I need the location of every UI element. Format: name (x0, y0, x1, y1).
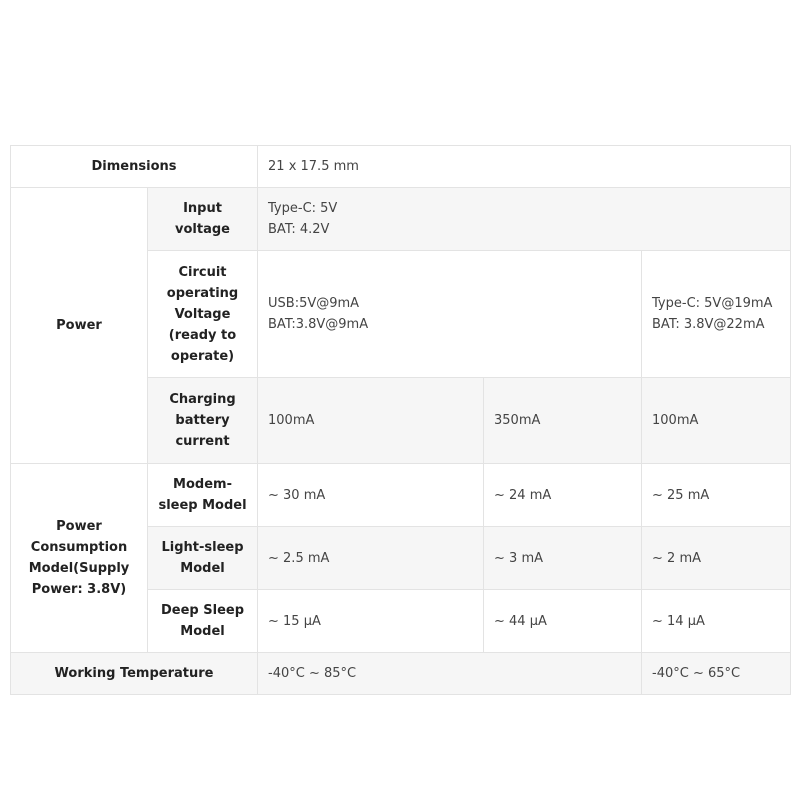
value-line: USB:5V@9mA (268, 296, 360, 311)
deep-sleep-col1: ~ 15 μA (258, 590, 484, 653)
circuit-operating-voltage-label (148, 251, 258, 378)
value-line: BAT: 3.8V@22mA (652, 317, 765, 332)
input-voltage-value (258, 188, 791, 251)
input-voltage-line: BAT: 4.2V (268, 222, 330, 237)
label-line: current (175, 434, 230, 449)
dimensions-label: Dimensions (11, 146, 258, 188)
dimensions-value: 21 x 17.5 mm (258, 146, 791, 188)
value-line: BAT:3.8V@9mA (268, 317, 369, 332)
spec-table (10, 145, 791, 695)
row-dimensions (11, 146, 791, 188)
input-voltage-label: Input voltage (148, 188, 258, 251)
power-consumption-label (11, 464, 148, 653)
modem-sleep-col2: ~ 24 mA (484, 464, 642, 527)
working-temperature-col1: -40°C ~ 85°C (258, 653, 642, 695)
value-line: Type-C: 5V@19mA (652, 296, 773, 311)
label-line: Modem- (173, 477, 232, 492)
deep-sleep-col2: ~ 44 μA (484, 590, 642, 653)
label-line: operating (166, 285, 239, 301)
charging-current-col3: 100mA (642, 378, 791, 464)
charging-battery-current-label (148, 378, 258, 464)
modem-sleep-label (148, 464, 258, 527)
light-sleep-col2: ~ 3 mA (484, 527, 642, 590)
label-line: operate) (170, 348, 235, 364)
label-line: Charging (169, 392, 236, 407)
row-input-voltage (11, 188, 791, 251)
label-line: Model (180, 561, 225, 576)
working-temperature-col3: -40°C ~ 65°C (642, 653, 791, 695)
label-line: battery (175, 413, 230, 428)
power-label: Power (11, 188, 148, 464)
label-line: Deep Sleep (161, 603, 245, 618)
light-sleep-label (148, 527, 258, 590)
input-voltage-line: Type-C: 5V (268, 201, 338, 216)
label-line: (ready to (168, 327, 237, 343)
label-line: Voltage (174, 306, 231, 322)
deep-sleep-col3: ~ 14 μA (642, 590, 791, 653)
deep-sleep-label (148, 590, 258, 653)
circuit-operating-voltage-col3 (642, 251, 791, 378)
working-temperature-label: Working Temperature (11, 653, 258, 695)
label-line: Consumption (30, 540, 128, 555)
label-line: Power: 3.8V) (31, 582, 127, 597)
label-line: Power (56, 519, 102, 534)
row-modem-sleep (11, 464, 791, 527)
label-line: Light-sleep (161, 540, 244, 555)
circuit-operating-voltage-col1 (258, 251, 642, 378)
charging-current-col1: 100mA (258, 378, 484, 464)
modem-sleep-col1: ~ 30 mA (258, 464, 484, 527)
label-line: Model(Supply (28, 561, 130, 576)
label-line: Circuit (178, 264, 227, 280)
light-sleep-col3: ~ 2 mA (642, 527, 791, 590)
light-sleep-col1: ~ 2.5 mA (258, 527, 484, 590)
modem-sleep-col3: ~ 25 mA (642, 464, 791, 527)
row-working-temperature (11, 653, 791, 695)
label-line: sleep Model (158, 498, 247, 513)
charging-current-col2: 350mA (484, 378, 642, 464)
label-line: Model (180, 624, 225, 639)
